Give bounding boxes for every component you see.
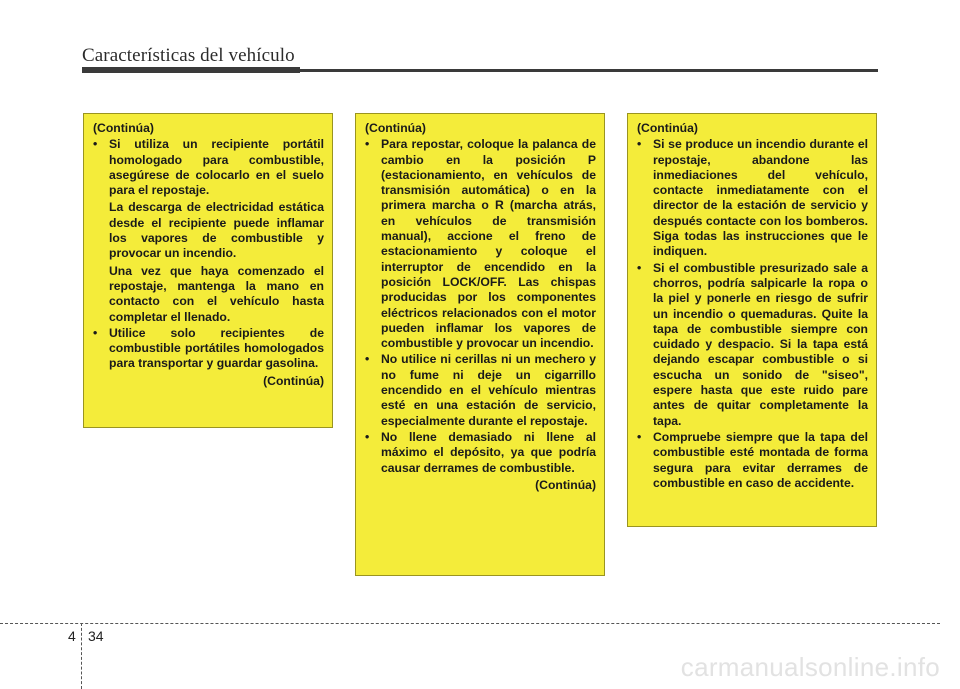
page-number: 34	[88, 628, 104, 644]
warning-box-2	[355, 113, 605, 576]
warning-item	[93, 326, 324, 372]
chapter-number: 4	[68, 628, 76, 644]
bullet-icon: •	[93, 137, 98, 152]
continued-label: (Continúa)	[365, 121, 426, 135]
warning-text: Si utiliza un recipiente portátil homologado para combustible, asegúrese de colocarlo en el suelo para el repostaje.	[109, 137, 324, 198]
watermark: carmanualsonline.info	[680, 652, 940, 682]
warning-item	[637, 261, 868, 429]
warning-item	[365, 137, 596, 351]
bullet-icon: •	[365, 137, 370, 152]
warning-item	[365, 352, 596, 428]
continued-label: (Continúa)	[93, 121, 154, 135]
warning-box-1	[83, 113, 333, 428]
section-title: Características del vehículo	[82, 45, 295, 66]
footer-vertical-divider	[81, 623, 82, 689]
header-divider-accent	[82, 67, 300, 73]
warning-text: Para repostar, coloque la palanca de cambio en la posición P (estacionamiento, en vehículos de transmisión automática) o en la primera marcha o R (marcha atrás, en vehículos de transmisión manual), accione el freno de estacionamiento y coloque el interruptor de encendido en la posición LOCK/OFF. Las chispas producidas por los componentes eléctricos relacionados con el motor pueden inflamar los vapores de combustible y provocar un incendio.	[381, 137, 596, 351]
warning-item	[637, 137, 868, 259]
bullet-icon: •	[637, 137, 642, 152]
warning-text: No utilice ni cerillas ni un mechero y no fume ni deje un cigarrillo encendido en el vehículo mientras esté en una estación de servicio, especialmente durante el repostaje.	[381, 352, 596, 428]
warning-item	[637, 430, 868, 491]
bullet-icon: •	[637, 260, 642, 275]
bullet-icon: •	[93, 325, 98, 340]
warning-box-3	[627, 113, 877, 527]
warning-paragraph: Una vez que haya comenzado el repostaje, mantenga la mano en contacto con el vehículo hasta completar el llenado.	[109, 263, 324, 324]
continued-label: (Continúa)	[263, 373, 324, 388]
continued-label: (Continúa)	[535, 477, 596, 492]
warning-paragraph: La descarga de electricidad estática desde el recipiente puede inflamar los vapores de combustible y provocar un incendio.	[109, 200, 324, 261]
warning-text: Si se produce un incendio durante el repostaje, abandone las inmediaciones del vehículo, contacte inmediatamente con el director de la estación de servicio y después contacte con los bomberos. Siga todas las instrucciones que le indiquen.	[653, 137, 868, 259]
bullet-icon: •	[365, 429, 370, 444]
warning-text: Si el combustible presurizado sale a chorros, podría salpicarle la ropa o la piel y ponerle en riesgo de sufrir un incendio o quemaduras. Quite la tapa de combustible siempre con cuidado y despacio. Si la tapa está dejando escapar combustible o si escucha un sonido de "siseo", espere hasta que este ruido pare antes de quitar completamente la tapa.	[653, 260, 868, 428]
warning-text: Utilice solo recipientes de combustible portátiles homologados para transportar y guardar gasolina.	[109, 325, 324, 371]
bullet-icon: •	[637, 429, 642, 444]
warning-text: Compruebe siempre que la tapa del combustible esté montada de forma segura para evitar derrames de combustible en caso de accidente.	[653, 429, 868, 490]
footer-divider	[0, 623, 940, 624]
warning-item	[365, 430, 596, 476]
warning-item	[93, 137, 324, 198]
continued-label: (Continúa)	[637, 121, 698, 135]
bullet-icon: •	[365, 352, 370, 367]
warning-text: No llene demasiado ni llene al máximo el depósito, ya que podría causar derrames de combustible.	[381, 429, 596, 475]
